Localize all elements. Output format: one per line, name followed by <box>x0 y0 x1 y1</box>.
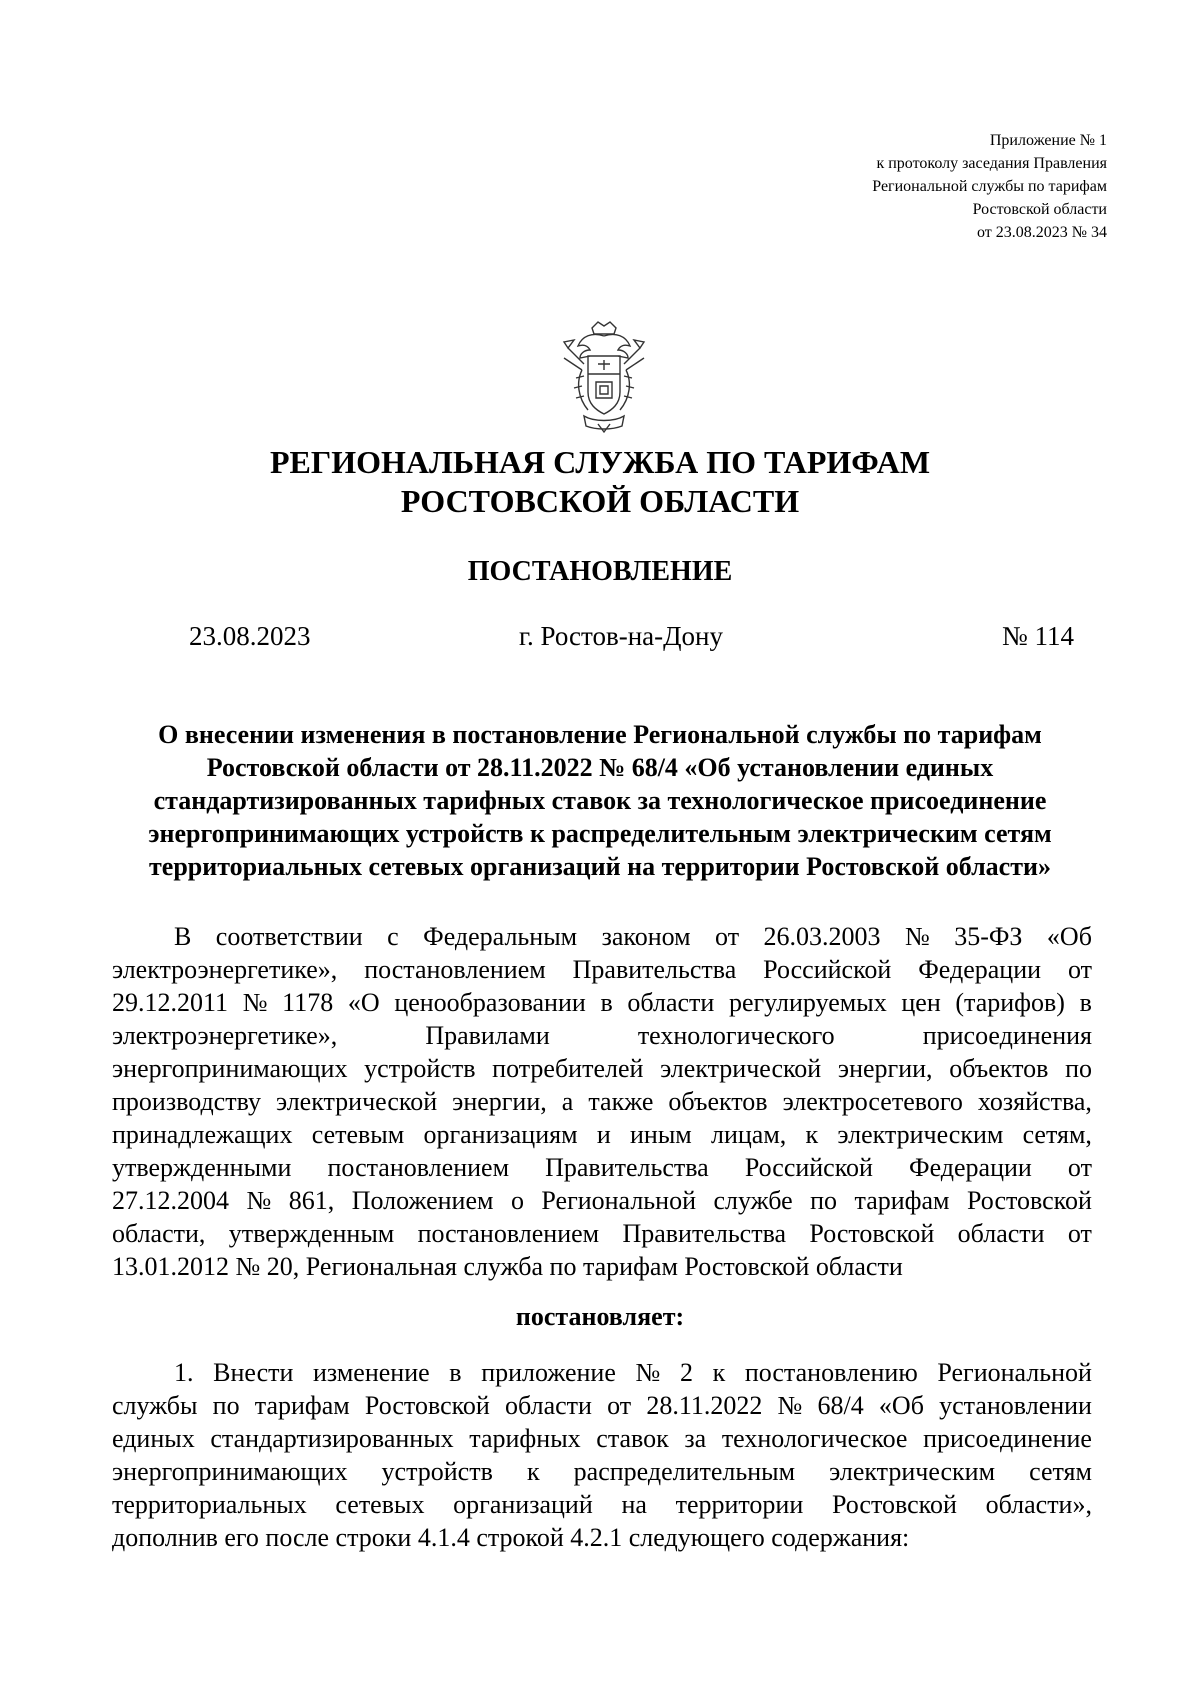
paragraph-word: сетям, <box>1022 1120 1092 1149</box>
paragraph-word: Региональной <box>541 1186 696 1215</box>
coat-of-arms-icon <box>558 318 650 436</box>
paragraph-word: к <box>712 1358 726 1387</box>
paragraph-word: от <box>1067 1153 1092 1182</box>
paragraph-word: в <box>449 1358 462 1387</box>
paragraph-word: 28.11.2022 <box>646 1391 763 1420</box>
paragraph-word: тарифам <box>854 1186 950 1215</box>
paragraph-line <box>112 1184 1092 1217</box>
paragraph-word: 861, <box>288 1186 335 1215</box>
paragraph-line <box>112 986 1092 1019</box>
subject-line: О внесении изменения в постановление Региональной службы по тарифам <box>158 720 1042 749</box>
paragraph-word: Внести <box>213 1358 294 1387</box>
paragraph-word: по <box>212 1391 240 1420</box>
paragraph-word: области <box>505 1391 592 1420</box>
paragraph-word: № <box>635 1358 661 1387</box>
paragraph-word: энергопринимающих <box>112 1457 348 1486</box>
paragraph-word: 68/4 <box>817 1391 864 1420</box>
subject-line: Ростовской области от 28.11.2022 № 68/4 «Об установлении единых <box>206 753 994 782</box>
paragraph-word: утвержденным <box>228 1219 395 1248</box>
paragraph-word: законом <box>601 922 691 951</box>
document-date: 23.08.2023 <box>189 621 311 651</box>
paragraph-word: от <box>1067 1219 1092 1248</box>
paragraph-word: соответствии <box>215 922 363 951</box>
paragraph-word: хозяйства, <box>977 1087 1092 1116</box>
paragraph-word: организациям <box>423 1120 578 1149</box>
paragraph-word: Федерации <box>909 1153 1032 1182</box>
paragraph-word: энергии, <box>837 1054 933 1083</box>
paragraph-word: «Об <box>1046 922 1092 951</box>
paragraph-word: изменение <box>313 1358 430 1387</box>
paragraph-word: установлении <box>939 1391 1092 1420</box>
appendix-line: Ростовской области <box>972 201 1107 218</box>
paragraph-word: электрическим <box>829 1457 996 1486</box>
paragraph-line <box>112 1521 1092 1554</box>
paragraph-word: сетям <box>1029 1457 1092 1486</box>
paragraph-word: Ростовской <box>966 1186 1092 1215</box>
paragraph-word: Правилами <box>425 1021 550 1050</box>
paragraph-word: постановлением <box>364 955 546 984</box>
paragraph-word: «Об <box>878 1391 924 1420</box>
paragraph-word: «О <box>347 988 380 1017</box>
paragraph-word: области <box>957 1219 1045 1248</box>
paragraph-word: 1. <box>174 1358 194 1387</box>
paragraph-word: Правительства <box>545 1153 709 1182</box>
paragraph-line <box>112 1217 1092 1250</box>
paragraph-word: службы <box>112 1391 198 1420</box>
paragraph-word: № <box>246 1186 272 1215</box>
item-1-paragraph <box>112 1356 1092 1554</box>
paragraph-word: 2 <box>679 1358 693 1387</box>
paragraph-line <box>112 1488 1092 1521</box>
document-type: ПОСТАНОВЛЕНИЕ <box>467 556 733 587</box>
paragraph-line <box>112 1118 1092 1151</box>
paragraph-word: электрической <box>660 1054 822 1083</box>
paragraph-word: за <box>684 1424 707 1453</box>
paragraph-word: технологического <box>637 1021 835 1050</box>
paragraph-word: 35-ФЗ <box>954 922 1023 951</box>
paragraph-word: Правительства <box>572 955 737 984</box>
paragraph-word: энергии, <box>452 1087 547 1116</box>
paragraph-word: утвержденными <box>112 1153 292 1182</box>
paragraph-word: производству <box>112 1087 261 1116</box>
paragraph-word: потребителей <box>492 1054 644 1083</box>
organization-name-line: РЕГИОНАЛЬНАЯ СЛУЖБА ПО ТАРИФАМ <box>269 444 931 480</box>
paragraph-word: от <box>1067 955 1092 984</box>
paragraph-word: 1178 <box>282 988 334 1017</box>
document-subject <box>100 718 1100 883</box>
paragraph-word: также <box>588 1087 654 1116</box>
paragraph-line-text: дополнив его после строки 4.1.4 строкой 4.2.1 следующего содержания: <box>112 1523 910 1552</box>
paragraph-word: электрическим <box>837 1120 1004 1149</box>
paragraph-word: В <box>174 922 192 951</box>
paragraph-word: распределительным <box>573 1457 796 1486</box>
paragraph-word: территориальных <box>112 1490 307 1519</box>
paragraph-line <box>112 1455 1092 1488</box>
paragraph-word: устройств <box>381 1457 493 1486</box>
paragraph-word: от <box>607 1391 632 1420</box>
paragraph-word: электросетевого <box>782 1087 963 1116</box>
paragraph-word: иным <box>629 1120 692 1149</box>
paragraph-word: Региональной <box>937 1358 1092 1387</box>
paragraph-word: присоединение <box>923 1424 1092 1453</box>
paragraph-word: постановлению <box>744 1358 918 1387</box>
paragraph-word: тарифам <box>254 1391 350 1420</box>
paragraph-word: № <box>242 988 268 1017</box>
document-city: г. Ростов-на-Дону <box>519 621 724 651</box>
paragraph-word: организаций <box>453 1490 593 1519</box>
paragraph-word: в <box>1079 988 1092 1017</box>
paragraph-word: с <box>387 922 399 951</box>
paragraph-word: приложение <box>481 1358 616 1387</box>
subject-line: стандартизированных тарифных ставок за технологическое присоединение <box>153 786 1047 815</box>
paragraph-word: электроэнергетике», <box>112 1021 338 1050</box>
paragraph-word: в <box>600 988 613 1017</box>
organization-name <box>0 443 1200 521</box>
paragraph-line <box>112 1356 1092 1389</box>
paragraph-word: постановлением <box>417 1219 600 1248</box>
paragraph-line-text: 13.01.2012 № 20, Региональная служба по тарифам Ростовской области <box>112 1252 903 1281</box>
paragraph-line <box>112 920 1092 953</box>
paragraph-line <box>112 1085 1092 1118</box>
paragraph-word: по <box>810 1186 838 1215</box>
paragraph-word: Положением <box>351 1186 494 1215</box>
paragraph-word: объектов <box>949 1054 1049 1083</box>
paragraph-word: принадлежащих <box>112 1120 293 1149</box>
paragraph-word: к <box>526 1457 540 1486</box>
paragraph-word: электроэнергетике», <box>112 955 338 984</box>
paragraph-word: регулируемых <box>728 988 887 1017</box>
paragraph-word: устройств <box>364 1054 476 1083</box>
appendix-line: Региональной службы по тарифам <box>872 178 1107 195</box>
paragraph-word: 27.12.2004 <box>112 1186 229 1215</box>
paragraph-word: объектов <box>668 1087 768 1116</box>
paragraph-word: о <box>510 1186 524 1215</box>
paragraph-word: 29.12.2011 <box>112 988 229 1017</box>
subject-line: территориальных сетевых организаций на территории Ростовской области» <box>149 852 1051 881</box>
paragraph-word: Ростовской <box>831 1490 957 1519</box>
paragraph-word: энергопринимающих <box>112 1054 348 1083</box>
appendix-block <box>872 129 1107 244</box>
subject-line: энергопринимающих устройств к распределительным электрическим сетям <box>148 819 1052 848</box>
paragraph-word: Российской <box>763 955 892 984</box>
document-number: № 114 <box>1001 621 1074 651</box>
paragraph-word: области, <box>112 1219 206 1248</box>
paragraph-word: по <box>1065 1054 1092 1083</box>
paragraph-line <box>112 1151 1092 1184</box>
paragraph-word: (тарифов) <box>955 988 1065 1017</box>
appendix-line: от 23.08.2023 № 34 <box>976 224 1107 241</box>
paragraph-line <box>112 1019 1092 1052</box>
paragraph-word: стандартизированных <box>210 1424 454 1453</box>
paragraph-line <box>112 1422 1092 1455</box>
paragraph-word: постановлением <box>327 1153 510 1182</box>
paragraph-word: сетевых <box>335 1490 425 1519</box>
paragraph-word: № <box>777 1391 803 1420</box>
paragraph-word: территории <box>675 1490 804 1519</box>
paragraph-word: и <box>596 1120 611 1149</box>
paragraph-word: Ростовской <box>364 1391 490 1420</box>
paragraph-word: единых <box>112 1424 195 1453</box>
paragraph-word: технологическое <box>721 1424 908 1453</box>
paragraph-word: службе <box>713 1186 793 1215</box>
paragraph-word: присоединения <box>922 1021 1092 1050</box>
appendix-line: к протоколу заседания Правления <box>876 155 1107 172</box>
paragraph-line <box>112 1250 1092 1283</box>
paragraph-word: к <box>805 1120 819 1149</box>
paragraph-line <box>112 1052 1092 1085</box>
paragraph-word: Российской <box>744 1153 873 1182</box>
paragraph-line <box>112 953 1092 986</box>
decree-word: постановляет: <box>515 1302 685 1331</box>
paragraph-word: а <box>561 1087 574 1116</box>
paragraph-word: Федерации <box>918 955 1042 984</box>
paragraph-word: цен <box>901 988 941 1017</box>
paragraph-word: области», <box>985 1490 1092 1519</box>
preamble-paragraph <box>112 920 1092 1283</box>
paragraph-word: лицам, <box>710 1120 787 1149</box>
paragraph-word: № <box>904 922 930 951</box>
paragraph-word: Ростовской <box>809 1219 935 1248</box>
paragraph-word: 26.03.2003 <box>763 922 881 951</box>
paragraph-word: тарифных <box>469 1424 581 1453</box>
paragraph-word: ставок <box>596 1424 669 1453</box>
paragraph-word: Федеральным <box>423 922 578 951</box>
paragraph-word: ценообразовании <box>394 988 586 1017</box>
paragraph-word: Правительства <box>622 1219 787 1248</box>
paragraph-word: от <box>715 922 740 951</box>
paragraph-word: области <box>627 988 715 1017</box>
paragraph-line <box>112 1389 1092 1422</box>
paragraph-word: сетевым <box>311 1120 405 1149</box>
organization-name-line: РОСТОВСКОЙ ОБЛАСТИ <box>400 483 800 519</box>
appendix-line: Приложение № 1 <box>989 132 1107 149</box>
paragraph-word: на <box>621 1490 647 1519</box>
paragraph-word: электрической <box>276 1087 438 1116</box>
